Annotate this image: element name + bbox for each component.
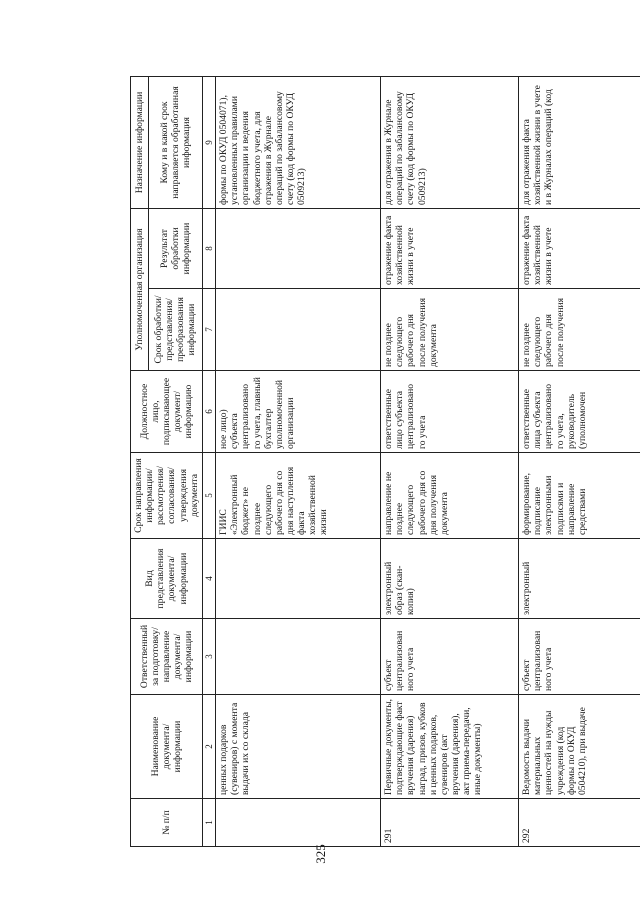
col-number: 8 (202, 209, 215, 289)
cell-purpose: для отражения в Журнале операций по забалансовому счету (код формы по ОКУД 0509213) (381, 77, 519, 209)
cell-view: электронный образ (скан-копия) (381, 539, 519, 619)
cell-num (216, 799, 381, 847)
cell-name: ценных подарков (сувениров) с момента выдачи их со склада (216, 695, 381, 799)
cell-num: 292 (519, 799, 640, 847)
col-number: 7 (202, 289, 215, 371)
document-table (130, 76, 640, 847)
cell-deadline: ГИИС «Электронный бюджет» не позднее следующего рабочего дня со дня наступления факта хозяйственной жизни (216, 453, 381, 539)
header-official: Должностное лицо, подписывающее документ/ информацию (131, 371, 203, 453)
cell-official: ное лицо) субъекта централизовано го учета, главный бухгалтер уполномоченной организации (216, 371, 381, 453)
col-number: 9 (202, 77, 215, 209)
cell-name: Ведомость выдачи материальных ценностей на нужды учреждения (код формы по ОКУД 0504210), при выдаче (519, 695, 640, 799)
cell-official: ответственные лица субъекта централизовано го учета, руководитель (уполномочен (519, 371, 640, 453)
col-number: 5 (202, 453, 215, 539)
header-org-deadline: Срок обработки/ представления/ преобразования информации (148, 289, 202, 371)
cell-purpose: формы по ОКУД 0504071), установленных правилами организации и ведения бюджетного учета, для отражения в Журнале операций по забалансовому счету (код формы по ОКУД 0509213) (216, 77, 381, 209)
cell-purpose: для отражения факта хозяйственной жизни в учете и в Журналах операций (код (519, 77, 640, 209)
cell-name: Первичные документы, подтверждающие факт вручения (дарения) наград, призов, кубков и ценных подарков, сувениров (акт вручения (дарения), акт приема-передачи, иные документы) (381, 695, 519, 799)
cell-org-result: отражение факта хозяйственной жизни в учете (381, 209, 519, 289)
cell-deadline: направление не позднее следующего рабочего дня со дня получения документа (381, 453, 519, 539)
cell-responsible: субъект централизован ного учета (381, 619, 519, 695)
header-purpose: Кому и в какой срок направляется обработанная информация (148, 77, 202, 209)
cell-responsible: субъект централизован ного учета (519, 619, 640, 695)
col-number: 1 (202, 799, 215, 847)
header-purpose-group: Назначение информации (131, 77, 149, 209)
cell-org-deadline (216, 289, 381, 371)
header-responsible: Ответственный за подготовку/ направление документа/ информации (131, 619, 203, 695)
cell-org-deadline: не позднее следующего рабочего дня после получения документа (381, 289, 519, 371)
page-number: 325 (313, 844, 328, 864)
cell-org-deadline: не позднее следующего рабочего дня после получения (519, 289, 640, 371)
cell-view (216, 539, 381, 619)
table-row (381, 77, 519, 847)
header-org-group: Уполномоченная организация (131, 209, 149, 371)
cell-org-result: отражение факта хозяйственной жизни в учете (519, 209, 640, 289)
cell-view: электронный (519, 539, 640, 619)
table-row (519, 77, 640, 847)
header-name: Наименование документа/ информации (131, 695, 203, 799)
cell-org-result (216, 209, 381, 289)
column-number-row (202, 77, 215, 847)
cell-deadline: формирование, подписание электронными подписями и направление средствами (519, 453, 640, 539)
header-deadline: Срок направления информации/ рассмотрения/ согласования/ утверждения документа (131, 453, 203, 539)
header-num: № п/п (131, 799, 203, 847)
cell-num: 291 (381, 799, 519, 847)
table-row (216, 77, 381, 847)
header-row-1 (131, 77, 149, 847)
header-view: Вид представления документа/ информации (131, 539, 203, 619)
rotated-table-container (130, 77, 620, 847)
col-number: 6 (202, 371, 215, 453)
col-number: 3 (202, 619, 215, 695)
col-number: 2 (202, 695, 215, 799)
col-number: 4 (202, 539, 215, 619)
header-org-result: Результат обработки информации (148, 209, 202, 289)
cell-responsible (216, 619, 381, 695)
cell-official: ответственные лицо субъекта централизовано го учета (381, 371, 519, 453)
